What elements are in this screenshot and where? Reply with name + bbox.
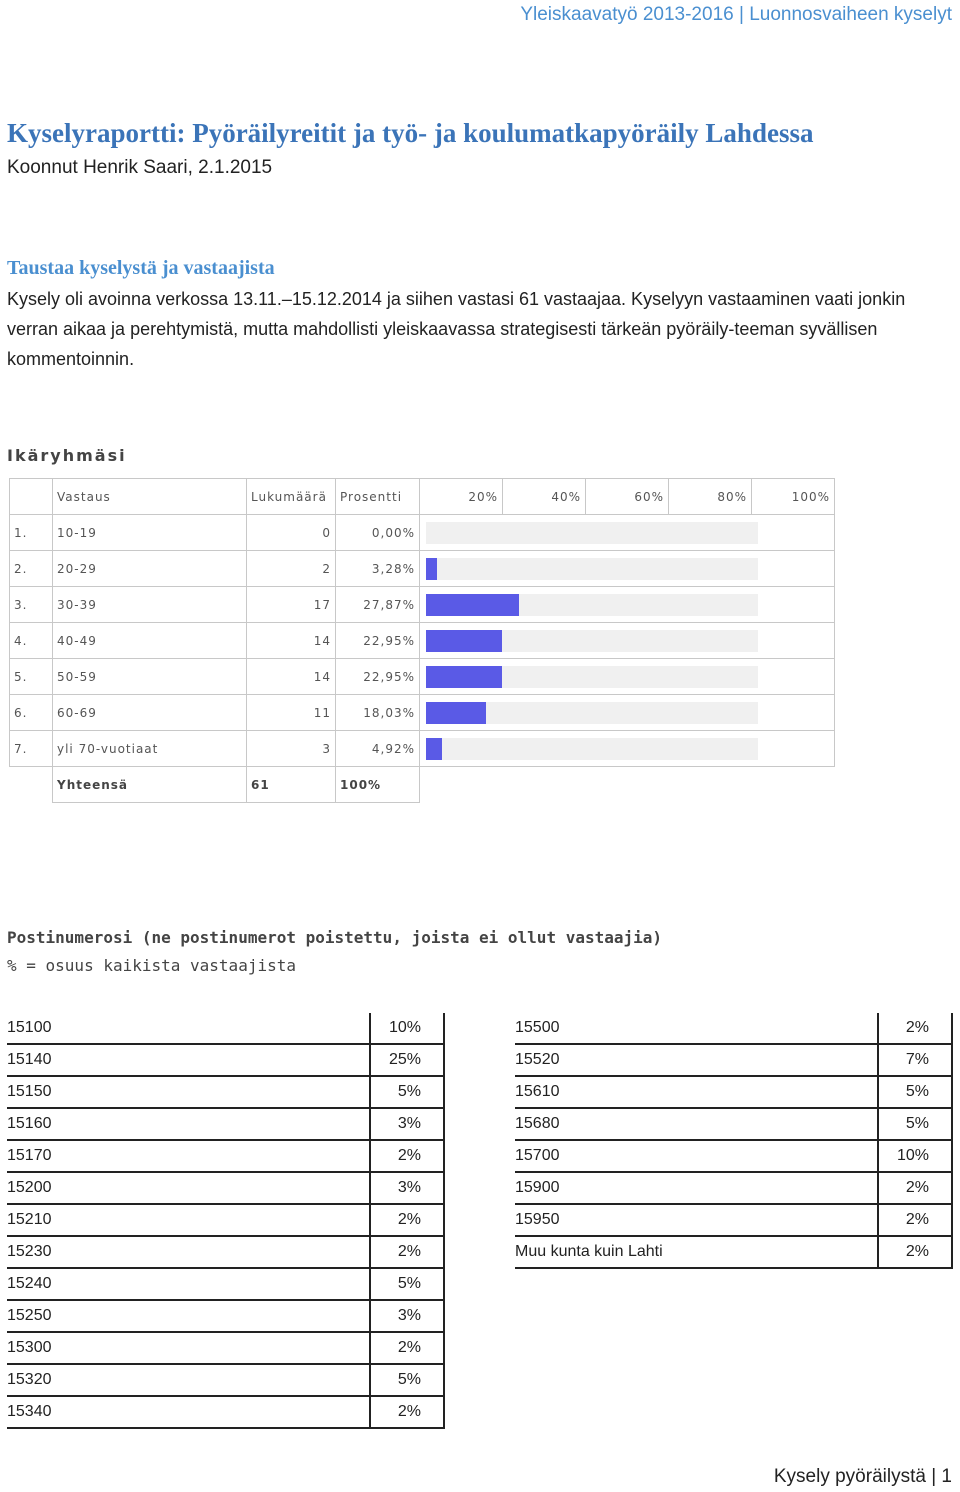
postal-note: % = osuus kaikista vastaajista bbox=[7, 956, 296, 975]
postal-row bbox=[515, 1204, 952, 1236]
header-scale-60: 60% bbox=[586, 479, 669, 515]
postal-code: 15170 bbox=[7, 1140, 370, 1172]
postal-code: 15250 bbox=[7, 1300, 370, 1332]
age-row-label: 30-39 bbox=[53, 587, 247, 623]
postal-code: 15340 bbox=[7, 1396, 370, 1428]
age-row-bar-cell bbox=[420, 515, 835, 551]
postal-code: Muu kunta kuin Lahti bbox=[515, 1236, 878, 1268]
postal-code: 15320 bbox=[7, 1364, 370, 1396]
postal-row bbox=[515, 1076, 952, 1108]
age-row bbox=[10, 551, 835, 587]
header-answer: Vastaus bbox=[53, 479, 247, 515]
age-table-header-row bbox=[10, 479, 835, 515]
postal-row bbox=[7, 1364, 444, 1396]
running-header: Yleiskaavatyö 2013-2016 | Luonnosvaiheen kyselyt bbox=[520, 4, 952, 25]
postal-percent: 2% bbox=[370, 1396, 444, 1428]
postal-row bbox=[7, 1204, 444, 1236]
age-row bbox=[10, 587, 835, 623]
total-count: 61 bbox=[247, 767, 336, 803]
postal-row bbox=[515, 1013, 952, 1044]
postal-row bbox=[515, 1044, 952, 1076]
postal-question-title: Postinumerosi (ne postinumerot poistettu, joista ei ollut vastaajia) bbox=[7, 928, 663, 947]
postal-row bbox=[515, 1236, 952, 1268]
age-row bbox=[10, 695, 835, 731]
age-row-percent: 4,92% bbox=[336, 731, 420, 767]
postal-percent: 7% bbox=[878, 1044, 952, 1076]
age-row-label: 10-19 bbox=[53, 515, 247, 551]
total-blank-bar bbox=[420, 767, 835, 803]
postal-percent: 2% bbox=[370, 1332, 444, 1364]
postal-row bbox=[7, 1076, 444, 1108]
bar-track bbox=[426, 630, 758, 652]
age-row bbox=[10, 731, 835, 767]
total-label: Yhteensä bbox=[53, 767, 247, 803]
age-results-table bbox=[9, 478, 835, 803]
age-row-label: 60-69 bbox=[53, 695, 247, 731]
age-row-label: 40-49 bbox=[53, 623, 247, 659]
postal-percent: 2% bbox=[878, 1013, 952, 1044]
postal-code: 15700 bbox=[515, 1140, 878, 1172]
age-row bbox=[10, 515, 835, 551]
postal-code: 15300 bbox=[7, 1332, 370, 1364]
bar-fill bbox=[426, 702, 486, 724]
bar-track bbox=[426, 738, 758, 760]
postal-table-left bbox=[7, 1013, 445, 1429]
age-row-count: 3 bbox=[247, 731, 336, 767]
bar-fill bbox=[426, 738, 442, 760]
age-row-percent: 27,87% bbox=[336, 587, 420, 623]
postal-percent: 2% bbox=[878, 1236, 952, 1268]
header-scale-80: 80% bbox=[669, 479, 752, 515]
postal-percent: 3% bbox=[370, 1108, 444, 1140]
age-table-body bbox=[10, 515, 835, 803]
bar-fill bbox=[426, 558, 437, 580]
postal-code: 15150 bbox=[7, 1076, 370, 1108]
postal-row bbox=[515, 1172, 952, 1204]
postal-code: 15610 bbox=[515, 1076, 878, 1108]
postal-percent: 5% bbox=[370, 1364, 444, 1396]
age-row-count: 0 bbox=[247, 515, 336, 551]
bar-track bbox=[426, 702, 758, 724]
postal-row bbox=[7, 1268, 444, 1300]
postal-code: 15160 bbox=[7, 1108, 370, 1140]
age-row-num: 5. bbox=[10, 659, 53, 695]
age-row bbox=[10, 659, 835, 695]
postal-percent: 2% bbox=[370, 1204, 444, 1236]
postal-percent: 10% bbox=[878, 1140, 952, 1172]
header-scale-40: 40% bbox=[503, 479, 586, 515]
postal-row bbox=[7, 1108, 444, 1140]
age-total-row bbox=[10, 767, 835, 803]
age-row-num: 6. bbox=[10, 695, 53, 731]
postal-row bbox=[7, 1300, 444, 1332]
age-row-percent: 3,28% bbox=[336, 551, 420, 587]
postal-percent: 25% bbox=[370, 1044, 444, 1076]
section-heading: Taustaa kyselystä ja vastaajista bbox=[7, 257, 275, 279]
postal-code: 15950 bbox=[515, 1204, 878, 1236]
postal-percent: 5% bbox=[878, 1108, 952, 1140]
postal-percent: 5% bbox=[370, 1076, 444, 1108]
age-row-num: 3. bbox=[10, 587, 53, 623]
postal-percent: 2% bbox=[370, 1236, 444, 1268]
postal-row bbox=[515, 1140, 952, 1172]
age-row-percent: 0,00% bbox=[336, 515, 420, 551]
postal-percent: 2% bbox=[878, 1204, 952, 1236]
age-row-label: 50-59 bbox=[53, 659, 247, 695]
age-row-num: 2. bbox=[10, 551, 53, 587]
postal-code: 15520 bbox=[515, 1044, 878, 1076]
postal-percent: 2% bbox=[878, 1172, 952, 1204]
age-row-bar-cell bbox=[420, 659, 835, 695]
postal-code: 15680 bbox=[515, 1108, 878, 1140]
bar-track bbox=[426, 666, 758, 688]
age-row-num: 7. bbox=[10, 731, 53, 767]
age-row-num: 4. bbox=[10, 623, 53, 659]
intro-paragraph: Kysely oli avoinna verkossa 13.11.–15.12.2014 ja siihen vastasi 61 vastaajaa. Kyselyyn vastaaminen vaati jonkin verran aikaa ja perehtymistä, mutta mahdollisti yleiskaavassa strategisesti tärkeän pyöräily-teeman syvällisen kommentoinnin. bbox=[7, 289, 906, 369]
age-row-count: 17 bbox=[247, 587, 336, 623]
age-row-num: 1. bbox=[10, 515, 53, 551]
postal-percent: 3% bbox=[370, 1300, 444, 1332]
postal-code: 15500 bbox=[515, 1013, 878, 1044]
postal-row bbox=[7, 1172, 444, 1204]
postal-percent: 3% bbox=[370, 1172, 444, 1204]
header-percent: Prosentti bbox=[336, 479, 420, 515]
postal-code: 15210 bbox=[7, 1204, 370, 1236]
bar-fill bbox=[426, 594, 519, 616]
age-row-count: 14 bbox=[247, 659, 336, 695]
age-row-label: 20-29 bbox=[53, 551, 247, 587]
bar-track bbox=[426, 594, 758, 616]
postal-code: 15100 bbox=[7, 1013, 370, 1044]
age-row-count: 2 bbox=[247, 551, 336, 587]
age-question-title: Ikäryhmäsi bbox=[7, 446, 127, 465]
age-row-label: yli 70-vuotiaat bbox=[53, 731, 247, 767]
age-row-bar-cell bbox=[420, 587, 835, 623]
postal-code: 15200 bbox=[7, 1172, 370, 1204]
document-title: Kyselyraportti: Pyöräilyreitit ja työ- ja koulumatkapyöräily Lahdessa bbox=[7, 118, 814, 148]
postal-row bbox=[7, 1044, 444, 1076]
bar-track bbox=[426, 558, 758, 580]
postal-row bbox=[7, 1332, 444, 1364]
total-percent: 100% bbox=[336, 767, 420, 803]
total-blank bbox=[10, 767, 53, 803]
bar-track bbox=[426, 522, 758, 544]
age-row-bar-cell bbox=[420, 551, 835, 587]
bar-fill bbox=[426, 630, 502, 652]
postal-code: 15230 bbox=[7, 1236, 370, 1268]
postal-row bbox=[515, 1108, 952, 1140]
author-line: Koonnut Henrik Saari, 2.1.2015 bbox=[7, 157, 273, 178]
postal-row bbox=[7, 1236, 444, 1268]
age-row-bar-cell bbox=[420, 731, 835, 767]
postal-percent: 5% bbox=[878, 1076, 952, 1108]
postal-percent: 2% bbox=[370, 1140, 444, 1172]
age-row-bar-cell bbox=[420, 623, 835, 659]
age-row-count: 14 bbox=[247, 623, 336, 659]
age-row bbox=[10, 623, 835, 659]
page-footer: Kysely pyöräilystä | 1 bbox=[773, 1466, 952, 1487]
bar-fill bbox=[426, 666, 502, 688]
postal-percent: 5% bbox=[370, 1268, 444, 1300]
postal-code: 15240 bbox=[7, 1268, 370, 1300]
postal-percent: 10% bbox=[370, 1013, 444, 1044]
header-scale-20: 20% bbox=[420, 479, 503, 515]
header-scale-100: 100% bbox=[752, 479, 835, 515]
postal-row bbox=[7, 1140, 444, 1172]
header-num bbox=[10, 479, 53, 515]
age-row-percent: 18,03% bbox=[336, 695, 420, 731]
age-row-bar-cell bbox=[420, 695, 835, 731]
postal-row bbox=[7, 1013, 444, 1044]
age-row-percent: 22,95% bbox=[336, 623, 420, 659]
age-row-percent: 22,95% bbox=[336, 659, 420, 695]
postal-code: 15140 bbox=[7, 1044, 370, 1076]
postal-code: 15900 bbox=[515, 1172, 878, 1204]
header-count: Lukumäärä bbox=[247, 479, 336, 515]
postal-row bbox=[7, 1396, 444, 1428]
postal-table-right bbox=[515, 1013, 953, 1269]
age-row-count: 11 bbox=[247, 695, 336, 731]
